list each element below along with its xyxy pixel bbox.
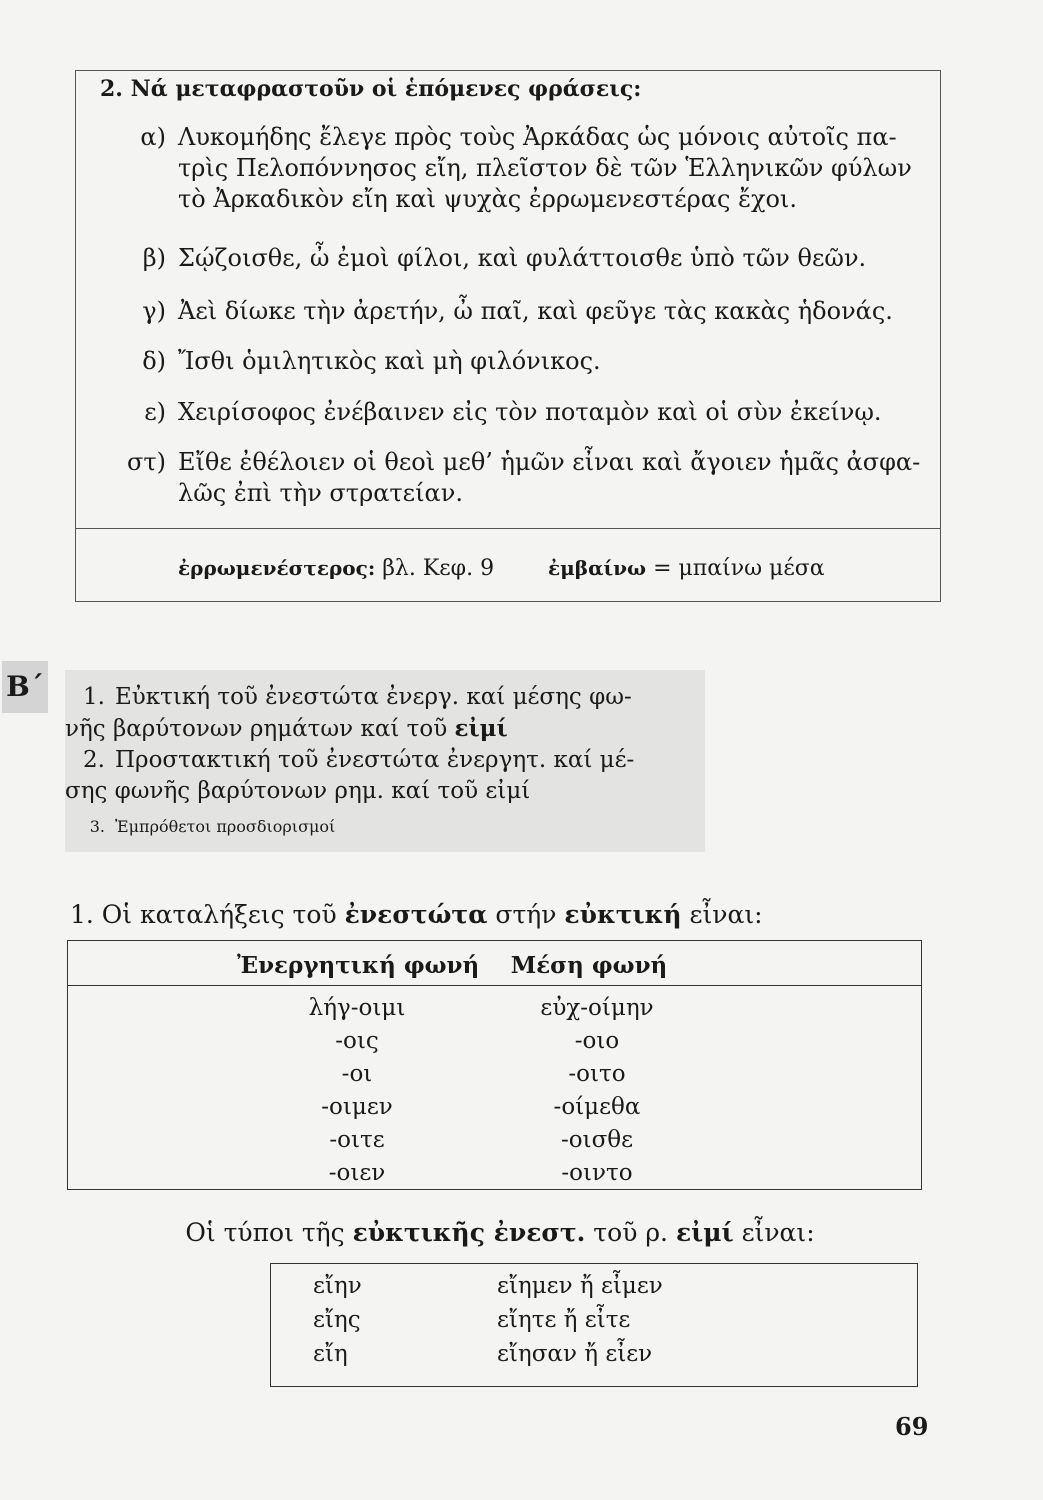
item-line: τρὶς Πελοπόννησος εἴη, πλεῖστον δὲ τῶν Ἑλληνικῶν φύλων bbox=[178, 154, 912, 182]
heading-bold: ἐνεστώτα bbox=[344, 900, 488, 929]
topic-line: νῆς βαρύτονων ρημάτων καί τοῦ bbox=[65, 716, 455, 742]
table-cell: -οις bbox=[335, 1028, 379, 1054]
topic-number: 1. bbox=[83, 684, 105, 710]
exercise-item-e bbox=[100, 397, 938, 428]
item-line: Χειρίσοφος ἐνέβαινεν εἰς τὸν ποταμὸν καὶ οἱ σὺν ἐκείνῳ. bbox=[178, 398, 882, 426]
heading-bold: εὐκτικῆς ἐνεστ. bbox=[352, 1218, 586, 1247]
topic-number: 2. bbox=[83, 747, 105, 773]
item-line: Ἀεὶ δίωκε τὴν ἀρετήν, ὦ παῖ, καὶ φεῦγε τὰς κακὰς ἡδονάς. bbox=[178, 297, 893, 325]
topics-box bbox=[65, 670, 705, 852]
table-cell: -οίμεθα bbox=[553, 1094, 641, 1120]
table-cell: εἴησαν ἤ εἶεν bbox=[497, 1341, 653, 1367]
table-cell: λήγ-οιμι bbox=[308, 995, 406, 1021]
vocab-note-2 bbox=[548, 556, 825, 581]
table-cell: -οιο bbox=[574, 1028, 620, 1054]
topic-line: Εὐκτική τοῦ ἐνεστώτα ἐνεργ. καί μέσης φω- bbox=[115, 684, 632, 710]
heading-text: εἶναι: bbox=[733, 1218, 815, 1247]
table-cell: -οιμεν bbox=[321, 1094, 393, 1120]
item-line: λῶς ἐπὶ τὴν στρατείαν. bbox=[178, 479, 463, 507]
exercise-item-f bbox=[100, 447, 938, 509]
item-line: τὸ Ἀρκαδικὸν εἴη καὶ ψυχὰς ἐρρωμενεστέρας ἔχοι. bbox=[178, 185, 797, 213]
item-label: στ) bbox=[126, 448, 166, 476]
heading-text: 1. Οἱ καταλήξεις τοῦ bbox=[70, 900, 345, 929]
exercise-item-a bbox=[100, 122, 938, 215]
heading-text: εἶναι: bbox=[681, 900, 763, 929]
topic-number: 3. bbox=[89, 817, 105, 836]
table-cell: -οι bbox=[341, 1061, 373, 1087]
topic-2 bbox=[65, 745, 705, 776]
heading-text: τοῦ ρ. bbox=[585, 1218, 676, 1247]
endings-heading bbox=[70, 900, 763, 929]
table-cell: -οισθε bbox=[560, 1127, 634, 1153]
eimi-heading bbox=[0, 1218, 1000, 1247]
vocab-term: ἐρρωμενέστερος: bbox=[178, 556, 376, 580]
vocab-ref: βλ. Κεφ. 9 bbox=[382, 556, 495, 581]
note-divider bbox=[76, 528, 940, 529]
table-cell: -οιεν bbox=[328, 1160, 386, 1186]
item-label: β) bbox=[142, 244, 166, 272]
table-cell: εἴην bbox=[313, 1273, 362, 1299]
topic-2-cont bbox=[65, 776, 705, 807]
table-header-divider bbox=[68, 985, 921, 986]
exercise-item-c bbox=[100, 296, 938, 327]
heading-text: Οἱ τύποι τῆς bbox=[185, 1218, 353, 1247]
topic-1-cont bbox=[65, 713, 705, 745]
topic-1 bbox=[65, 682, 705, 713]
table-cell: εἴης bbox=[313, 1307, 361, 1333]
exercise-title: 2. Νά μεταφραστοῦν οἱ ἑπόμενες φράσεις: bbox=[100, 76, 642, 102]
heading-bold: εὐκτική bbox=[564, 900, 682, 929]
page-number: 69 bbox=[895, 1412, 929, 1441]
table-cell: -οιτο bbox=[568, 1061, 626, 1087]
vocab-note-1 bbox=[178, 556, 494, 581]
exercise-item-d bbox=[100, 346, 938, 377]
column-header-middle: Μέση φωνή bbox=[510, 952, 668, 979]
topic-line: Ἐμπρόθετοι προσδιορισμοί bbox=[115, 817, 336, 836]
table-cell: -οιτε bbox=[329, 1127, 385, 1153]
topic-3 bbox=[65, 811, 705, 842]
topic-line: Προστακτική τοῦ ἐνεστώτα ἐνεργητ. καί μέ- bbox=[115, 747, 635, 773]
item-line: Λυκομήδης ἔλεγε πρὸς τοὺς Ἀρκάδας ὡς μόνοις αὐτοῖς πα- bbox=[178, 123, 897, 151]
topic-line: σης φωνῆς βαρύτονων ρημ. καί τοῦ εἰμί bbox=[65, 778, 531, 804]
heading-text: στήν bbox=[487, 900, 565, 929]
item-label: γ) bbox=[142, 297, 166, 325]
item-label: α) bbox=[140, 123, 166, 151]
topic-bold: εἰμί bbox=[454, 715, 508, 742]
column-header-active: Ἐνεργητική φωνή bbox=[237, 952, 480, 979]
section-badge: B΄ bbox=[2, 661, 48, 713]
table-cell: εἴη bbox=[313, 1341, 348, 1367]
item-label: δ) bbox=[142, 347, 166, 375]
item-line: Ἴσθι ὁμιλητικὸς καὶ μὴ φιλόνικος. bbox=[178, 347, 601, 375]
item-label: ε) bbox=[144, 398, 166, 426]
item-line: Σῴζοισθε, ὦ ἐμοὶ φίλοι, καὶ φυλάττοισθε ὑπὸ τῶν θεῶν. bbox=[178, 244, 867, 272]
table-cell: εὐχ-οίμην bbox=[540, 995, 654, 1021]
exercise-item-b bbox=[100, 243, 938, 274]
heading-bold: εἰμί bbox=[675, 1218, 734, 1247]
table-cell: εἴητε ἤ εἶτε bbox=[497, 1307, 631, 1333]
table-cell: εἴημεν ἤ εἶμεν bbox=[497, 1273, 663, 1299]
vocab-ref: = μπαίνω μέσα bbox=[653, 556, 825, 581]
table-cell: -οιντο bbox=[561, 1160, 633, 1186]
item-line: Εἴθε ἐθέλοιεν οἱ θεοὶ μεθ’ ἡμῶν εἶναι καὶ ἄγοιεν ἡμᾶς ἀσφα- bbox=[178, 448, 921, 476]
vocab-term: ἐμβαίνω bbox=[548, 556, 647, 580]
